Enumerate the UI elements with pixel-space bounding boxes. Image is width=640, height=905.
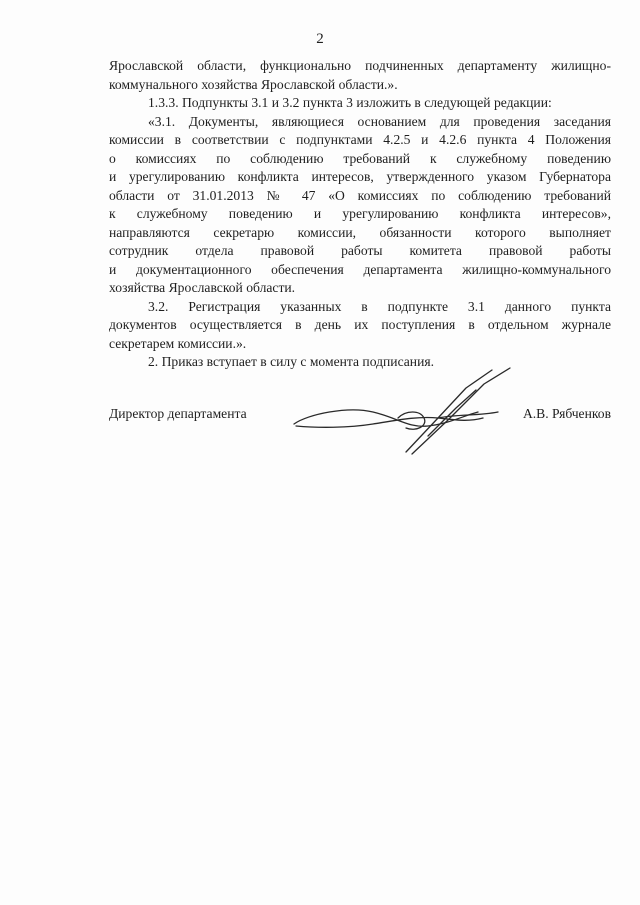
- page-number: 2: [316, 31, 324, 47]
- text-line: 2. Приказ вступает в силу с момента подписания.: [148, 354, 434, 369]
- text-line: сотрудник отдела правовой работы комитета правовой работы: [109, 243, 611, 258]
- text-line: хозяйства Ярославской области.: [109, 280, 296, 295]
- text-line: и урегулированию конфликта интересов, утвержденного указом Губернатора: [109, 169, 611, 184]
- document-body: [109, 57, 611, 372]
- text-line: документов осуществляется в день их поступления в отдельном журнале: [109, 317, 611, 332]
- text-line: «3.1. Документы, являющиеся основанием для проведения заседания: [148, 113, 611, 129]
- text-line: комиссии в соответствии с подпунктами 4.2.5 и 4.2.6 пункта 4 Положения: [109, 132, 611, 147]
- text-line: о комиссиях по соблюдению требований к служебному поведению: [109, 150, 611, 166]
- signatory-name: А.В. Рябченков: [522, 406, 611, 421]
- text-line: секретарем комиссии.».: [109, 335, 247, 351]
- text-line: 3.2. Регистрация указанных в подпункте 3.1 данного пункта: [148, 298, 611, 314]
- text-line: 1.3.3. Подпункты 3.1 и 3.2 пункта 3 изложить в следующей редакции:: [148, 95, 552, 110]
- signatory-title: Директор департамента: [109, 406, 247, 421]
- handwritten-signature: [288, 366, 518, 458]
- text-line: коммунального хозяйства Ярославской области.».: [109, 76, 398, 92]
- text-line: направляются секретарю комиссии, обязанности которого выполняет: [109, 224, 611, 240]
- text-line: и документационного обеспечения департамента жилищно-коммунального: [109, 261, 611, 277]
- text-line: Ярославской области, функционально подчиненных департаменту жилищно-: [109, 58, 611, 73]
- text-line: области от 31.01.2013 № 47 «О комиссиях по соблюдению требований: [109, 187, 611, 203]
- text-line: к служебному поведению и урегулированию конфликта интересов»,: [109, 206, 611, 221]
